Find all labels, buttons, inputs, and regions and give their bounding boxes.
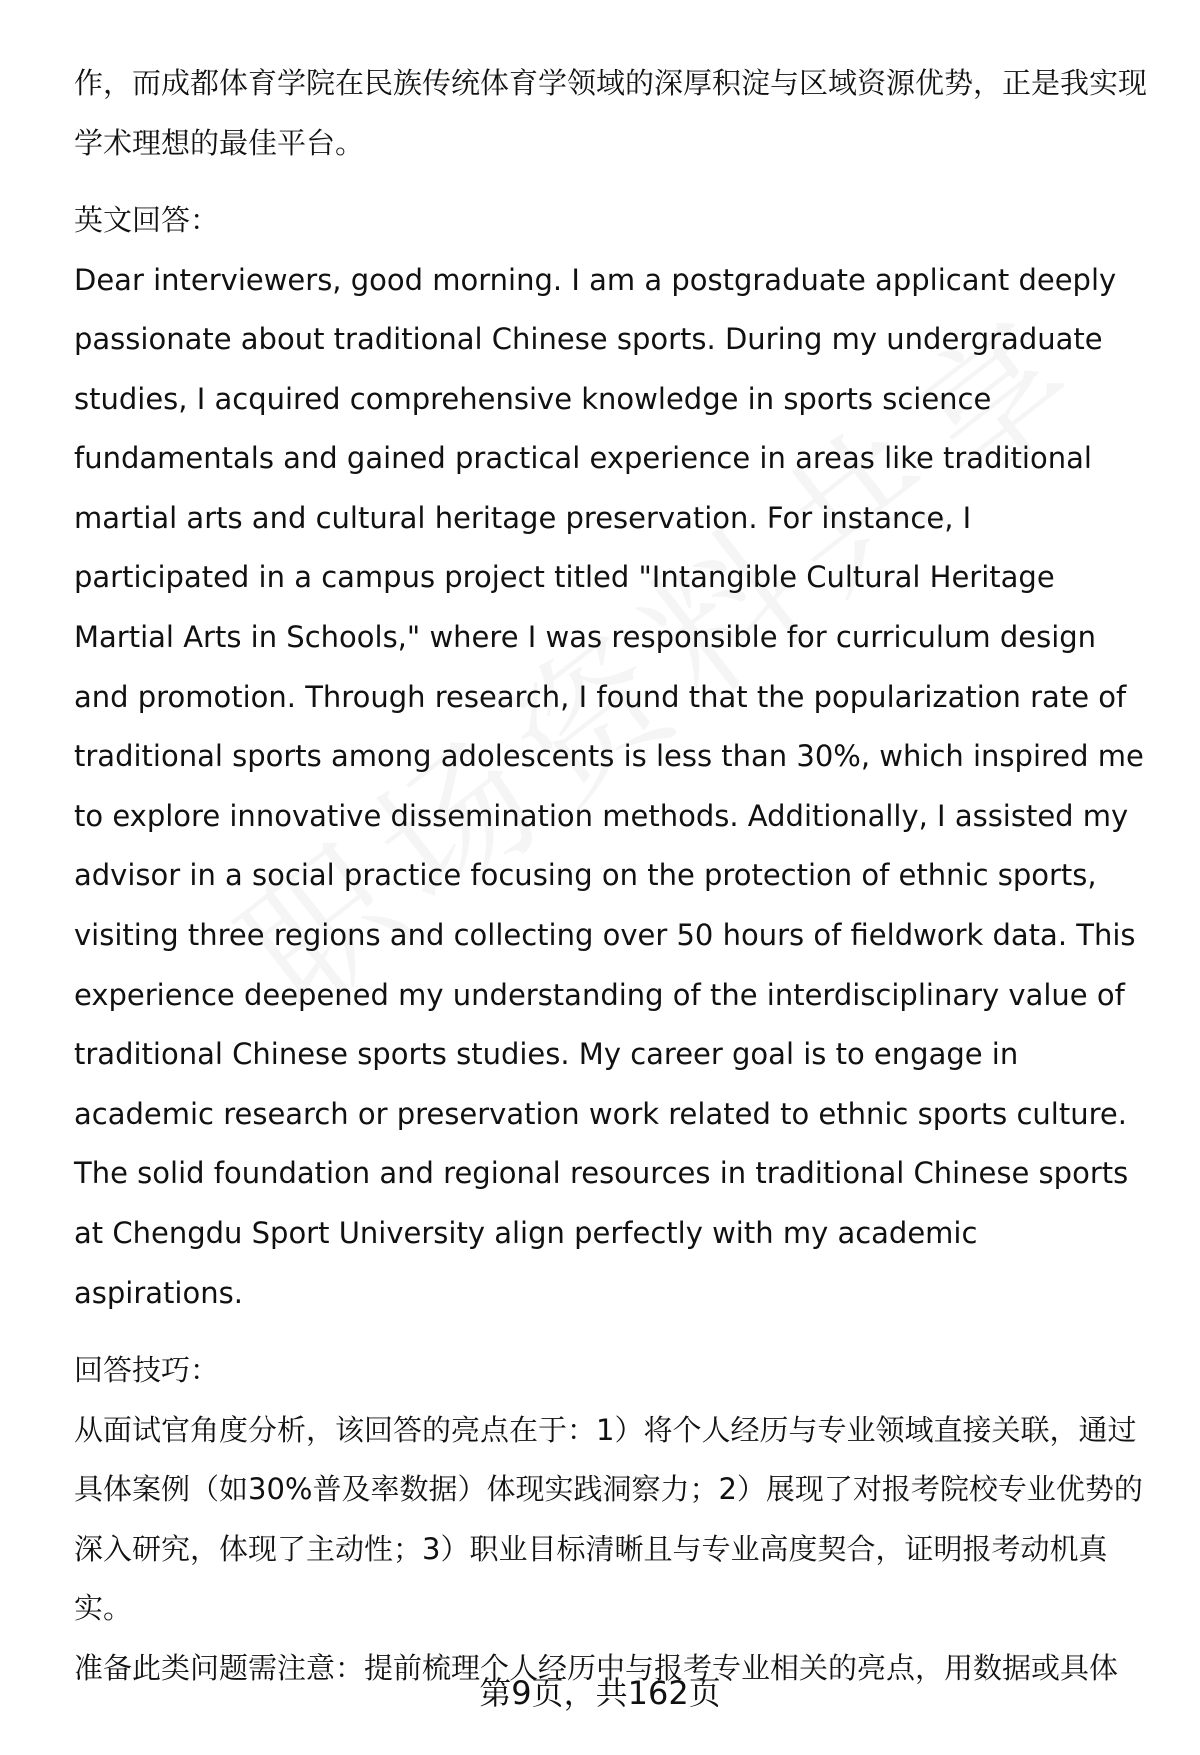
spacer: [74, 1323, 1154, 1341]
page-number-footer: 第9页，共162页: [479, 1674, 721, 1712]
chinese-answer-tail: 作，而成都体育学院在民族传统体育学领域的深厚积淀与区域资源优势，正是我实现学术理想的最佳平台。: [74, 66, 1148, 160]
tips-preparation-text: 准备此类问题需注意：提前梳理个人经历中与报考专业相关的亮点，用数据或具体: [74, 1650, 1119, 1685]
tips-analysis-text: 从面试官角度分析，该回答的亮点在于：1）将个人经历与专业领域直接关联，通过具体案例（如30%普及率数据）体现实践洞察力；2）展现了对报考院校专业优势的深入研究，体现了主动性；3）职业目标清晰且与专业高度契合，证明报考动机真实。: [74, 1412, 1143, 1626]
document-body: [74, 54, 1154, 1698]
tips-heading: 回答技巧：: [74, 1353, 220, 1388]
english-answer-heading: 英文回答：: [74, 203, 220, 237]
english-answer-text: Dear interviewers, good morning. I am a postgraduate applicant deeply passionate about traditional Chinese sports. During my undergraduate studies, I acquired comprehensive knowledge in sports science fundamentals and gained practical experience in areas like traditional martial arts and cultural heritage preservation. For instance, I participated in a campus project titled "Intangible Cultural Heritage Martial Arts in Schools," where I was responsible for curriculum design and promotion. Through research, I found that the popularization rate of traditional sports among adolescents is less than 30%, which inspired me to explore innovative dissemination methods. Additionally, I assisted my advisor in a social practice focusing on the protection of ethnic sports, visiting three regions and collecting over 50 hours of fieldwork data. This experience deepened my understanding of the interdisciplinary value of traditional Chinese sports studies. My career goal is to engage in academic research or preservation work related to ethnic sports culture. The solid foundation and regional resources in traditional Chinese sports at Chengdu Sport University align perfectly with my academic aspirations.: [74, 262, 1144, 1310]
spacer: [74, 173, 1154, 191]
